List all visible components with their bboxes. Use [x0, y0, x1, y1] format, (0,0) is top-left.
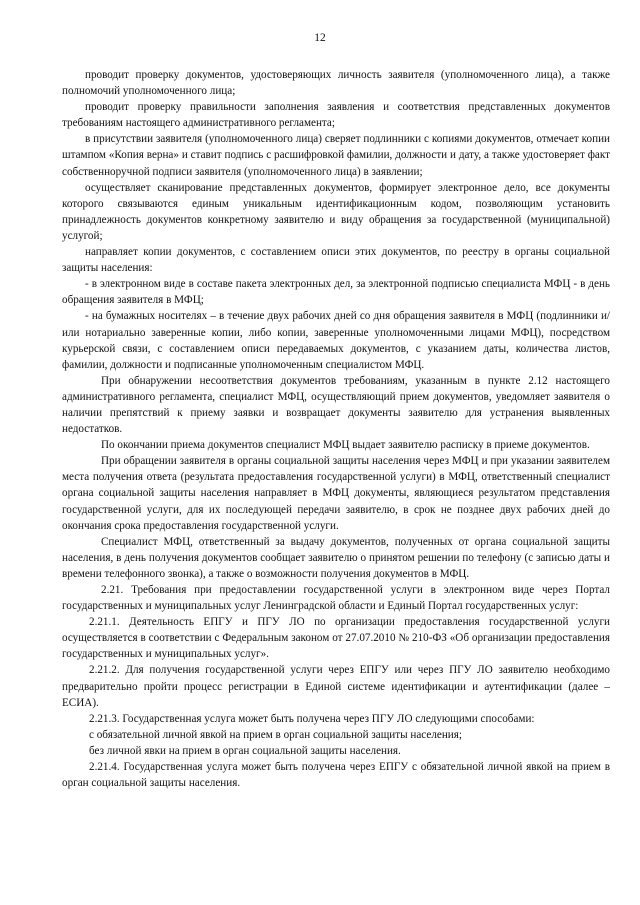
page-number: 12 [314, 32, 326, 44]
paragraph: осуществляет сканирование представленных документов, формирует электронное дело, все документы которого связываются единым уникальным идентификационным кодом, позволяющим установить принадлежность документов конкретному заявителю и виду обращения за государственной (муниципальной) услугой; [62, 181, 610, 242]
paragraph: При обращении заявителя в органы социальной защиты населения через МФЦ и при указании заявителем места получения ответа (результата предоставления государственной услуги) в МФЦ, ответственный специалист органа социальной защиты населения направляет в МФЦ документы, являющиеся результатом представления государственной услуги, для их последующей передачи заявителю, в срок не позднее двух рабочих дней до окончания срока предоставления государственной услуги. [62, 455, 610, 532]
section-2-21-4: 2.21.4. Государственная услуга может быть получена через ЕПГУ с обязательной личной явкой на прием в орган социальной защиты населения. [62, 761, 610, 790]
list-item: - на бумажных носителях – в течение двух рабочих дней со дня обращения заявителя в МФЦ (подлинники и/или нотариально заверенные копии, либо копии, заверенные уполномоченными лицами МФЦ), посредством курьерской связи, с составлением описи передаваемых документов, с указанием даты, количества листов, фамилии, должности и подписанные уполномоченным специалистом МФЦ. [62, 310, 610, 371]
section-2-21-1: 2.21.1. Деятельность ЕПГУ и ПГУ ЛО по организации предоставления государственной услуги осуществляется в соответствии с Федеральным законом от 27.07.2010 № 210-ФЗ «Об организации предоставления государственных и муниципальных услуг». [62, 616, 610, 661]
paragraph: При обнаружении несоответствия документов требованиям, указанным в пункте 2.12 настоящего административного регламента, специалист МФЦ, осуществляющий прием документов, уведомляет заявителя о наличии препятствий к приему заявки и возвращает документы заявителю для устранения выявленных недостатков. [62, 374, 610, 436]
paragraph: По окончании приема документов специалист МФЦ выдает заявителю расписку в приеме документов. [101, 439, 590, 452]
section-2-21: 2.21. Требования при предоставлении государственной услуги в электронном виде через Портал государственных и муниципальных услуг Ленинградской области и Единый Портал государственных услуг: [62, 584, 610, 613]
paragraph: направляет копии документов, с составлением описи этих документов, по реестру в органы социальной защиты населения: [62, 246, 610, 275]
list-item: без личной явки на прием в орган социальной защиты населения. [89, 744, 401, 757]
list-item: с обязательной личной явкой на прием в орган социальной защиты населения; [89, 728, 462, 741]
section-2-21-2: 2.21.2. Для получения государственной услуги через ЕПГУ или через ПГУ ЛО заявителю необходимо предварительно пройти процесс регистрации в Единой системе идентификации и аутентификации (далее – ЕСИА). [62, 664, 610, 709]
document-body [62, 67, 610, 791]
list-item: - в электронном виде в составе пакета электронных дел, за электронной подписью специалиста МФЦ - в день обращения заявителя в МФЦ; [62, 278, 610, 307]
paragraph: Специалист МФЦ, ответственный за выдачу документов, полученных от органа социальной защиты населения, в день получения документов сообщает заявителю о принятом решении по телефону (с записью даты и времени телефонного звонка), а также о возможности получения документов в МФЦ. [62, 535, 610, 580]
paragraph: проводит проверку документов, удостоверяющих личность заявителя (уполномоченного лица), а также полномочий уполномоченного лица; [62, 69, 610, 98]
section-2-21-3: 2.21.3. Государственная услуга может быть получена через ПГУ ЛО следующими способами: [89, 712, 535, 725]
paragraph: проводит проверку правильности заполнения заявления и соответствия представленных документов требованиям настоящего административного регламента; [62, 101, 610, 130]
paragraph: в присутствии заявителя (уполномоченного лица) сверяет подлинники с копиями документов, отмечает копии штампом «Копия верна» и ставит подпись с расшифровкой фамилии, должности и дату, а также удостоверяет факт собственноручной подписи заявителя (уполномоченного лица) в заявлении; [62, 133, 610, 178]
